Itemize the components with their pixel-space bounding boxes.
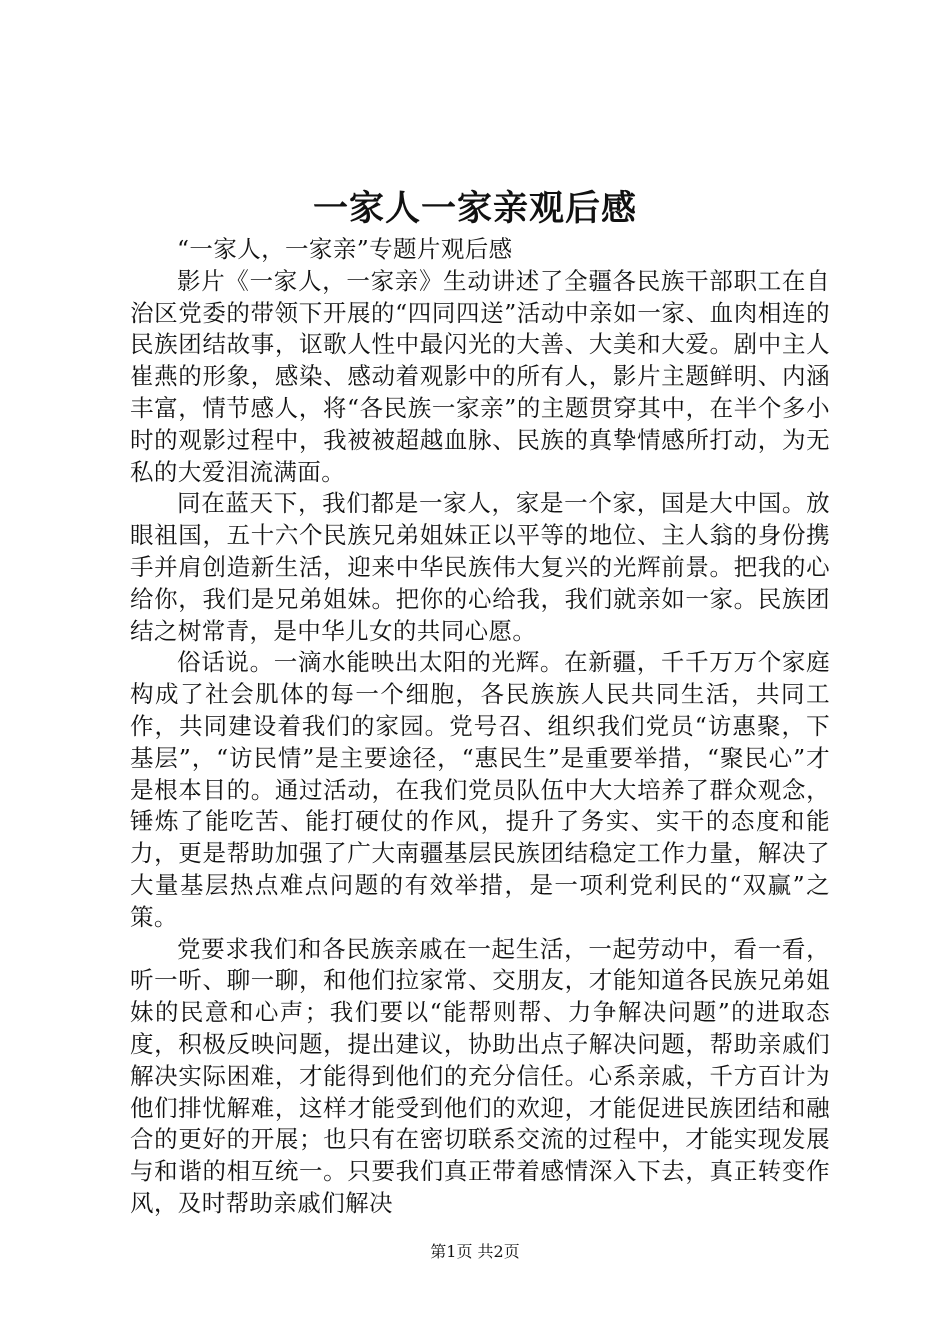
document-body <box>130 234 830 1220</box>
subtitle-paragraph: “一家人，一家亲”专题片观后感 <box>177 235 513 263</box>
body-paragraph: 俗话说。一滴水能映出太阳的光辉。在新疆，千千万万个家庭构成了社会肌体的每一个细胞，各民族族人民共同生活，共同工作，共同建设着我们的家园。党号召、组织我们党员“访惠聚，下基层”，“访民情”是主要途径，“惠民生”是重要举措，“聚民心”才是根本目的。通过活动，在我们党员队伍中大大培养了群众观念，锤炼了能吃苦、能打硬仗的作风，提升了务实、实干的态度和能力，更是帮助加强了广大南疆基层民族团结稳定工作力量，解决了大量基层热点难点问题的有效举措，是一项利党利民的“双赢”之策。 <box>130 648 830 931</box>
body-paragraph: 党要求我们和各民族亲戚在一起生活，一起劳动中，看一看，听一听、聊一聊，和他们拉家常、交朋友，才能知道各民族兄弟姐妹的民意和心声；我们要以“能帮则帮、力争解决问题”的进取态度，积极反映问题，提出建议，协助出点子解决问题，帮助亲戚们解决实际困难，才能得到他们的充分信任。心系亲戚，千方百计为他们排忧解难，这样才能受到他们的欢迎，才能促进民族团结和融合的更好的开展；也只有在密切联系交流的过程中，才能实现发展与和谐的相互统一。只要我们真正带着感情深入下去，真正转变作风，及时帮助亲戚们解决 <box>130 934 830 1217</box>
body-paragraph: 同在蓝天下，我们都是一家人，家是一个家，国是大中国。放眼祖国，五十六个民族兄弟姐妹正以平等的地位、主人翁的身份携手并肩创造新生活，迎来中华民族伟大复兴的光辉前景。把我的心给你，我们是兄弟姐妹。把你的心给我，我们就亲如一家。民族团结之树常青，是中华儿女的共同心愿。 <box>130 489 830 645</box>
body-paragraph: 影片《一家人，一家亲》生动讲述了全疆各民族干部职工在自治区党委的带领下开展的“四同四送”活动中亲如一家、血肉相连的民族团结故事，讴歌人性中最闪光的大善、大美和大爱。剧中主人崔燕的形象，感染、感动着观影中的所有人，影片主题鲜明、内涵丰富，情节感人，将“各民族一家亲”的主题贯穿其中，在半个多小时的观影过程中，我被被超越血脉、民族的真挚情感所打动，为无私的大爱泪流满面。 <box>130 266 830 486</box>
page-number-footer: 第1页 共2页 <box>430 1242 520 1261</box>
document-title: 一家人一家亲观后感 <box>312 188 637 229</box>
